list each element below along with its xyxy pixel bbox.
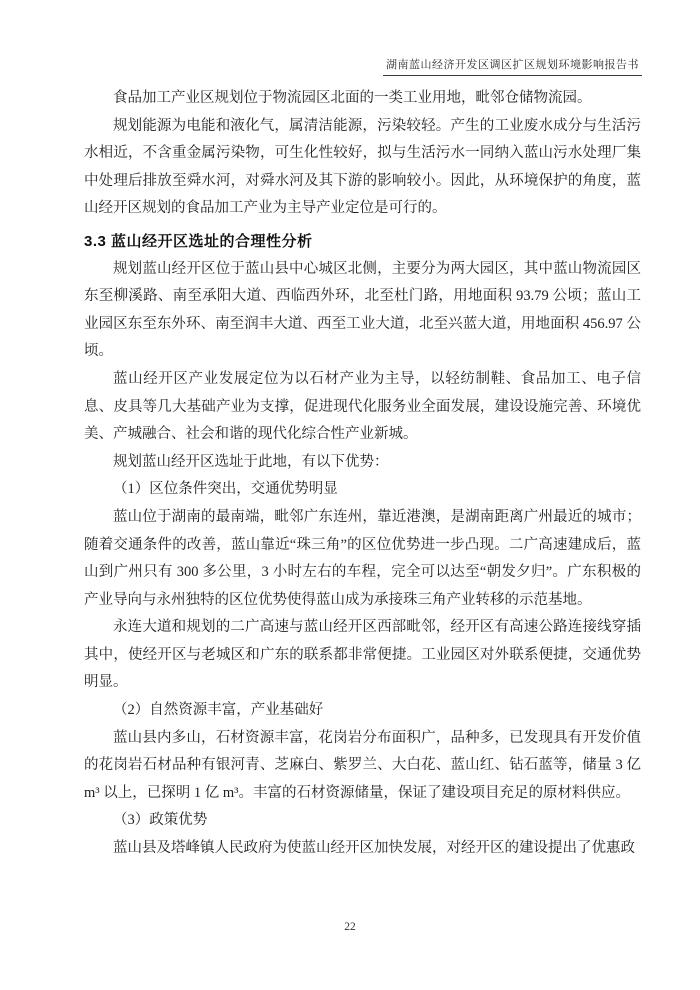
document-body: [84, 85, 641, 863]
list-item-heading: （1）区位条件突出，交通优势明显: [113, 481, 338, 498]
section-heading: 3.3 蓝山经开区选址的合理性分析: [84, 232, 313, 250]
list-item-heading: （3）政策优势: [113, 812, 208, 829]
paragraph: 蓝山县及塔峰镇人民政府为使蓝山经开区加快发展，对经开区的建设提出了优惠政: [113, 840, 635, 857]
page-footer: [0, 921, 700, 933]
paragraph: 蓝山县内多山，石材资源丰富，花岗岩分布面积广，品种多，已发现具有开发价值的花岗岩石材品种有银河青、芝麻白、紫罗兰、大白花、蓝山红、钻石蓝等，储量 3 亿 m³ 以上，已探明 1 亿 m³。丰富的石材资源储量，保证了建设项目充足的原材料供应。: [84, 729, 641, 801]
list-item-heading: （2）自然资源丰富，产业基础好: [113, 702, 324, 719]
header-title: 湖南蓝山经济开发区调区扩区规划环境影响报告书: [383, 56, 642, 76]
paragraph: 蓝山位于湖南的最南端，毗邻广东连州，靠近港澳，是湖南距离广州最近的城市；随着交通条件的改善，蓝山靠近“珠三角”的区位优势进一步凸现。二广高速建成后，蓝山到广州只有 300 多公里，3 小时左右的车程，完全可以达至“朝发夕归”。广东积极的产业导向与永州独特的区位优势使得蓝山成为承接珠三角产业转移的示范基地。: [84, 508, 641, 608]
page-header: [383, 55, 642, 76]
paragraph: 永连大道和规划的二广高速与蓝山经开区西部毗邻，经开区有高速公路连接线穿插其中，使经开区与老城区和广东的联系都非常便捷。工业园区对外联系便捷，交通优势明显。: [84, 619, 641, 691]
page-number: 22: [344, 921, 356, 933]
paragraph: 规划能源为电能和液化气，属清洁能源，污染较轻。产生的工业废水成分与生活污水相近，不含重金属污染物，可生化性较好，拟与生活污水一同纳入蓝山污水处理厂集中处理后排放至舜水河，对舜水河及其下游的影响较小。因此，从环境保护的角度，蓝山经开区规划的食品加工产业为主导产业定位是可行的。: [84, 117, 641, 217]
paragraph: 规划蓝山经开区选址于此地，有以下优势：: [113, 453, 389, 470]
paragraph: 规划蓝山经开区位于蓝山县中心城区北侧，主要分为两大园区，其中蓝山物流园区东至柳溪路、南至承阳大道、西临西外环，北至杜门路，用地面积 93.79 公顷；蓝山工业园区东至东外环、南至润丰大道、西至工业大道，北至兴蓝大道，用地面积 456.97 公顷。: [84, 260, 641, 360]
paragraph: 食品加工产业区规划位于物流园区北面的一类工业用地，毗邻仓储物流园。: [113, 90, 592, 106]
paragraph: 蓝山经开区产业发展定位为以石材产业为主导，以轻纺制鞋、食品加工、电子信息、皮具等几大基础产业为支撑，促进现代化服务业全面发展，建设设施完善、环境优美、产城融合、社会和谐的现代化综合性产业新城。: [84, 370, 641, 443]
